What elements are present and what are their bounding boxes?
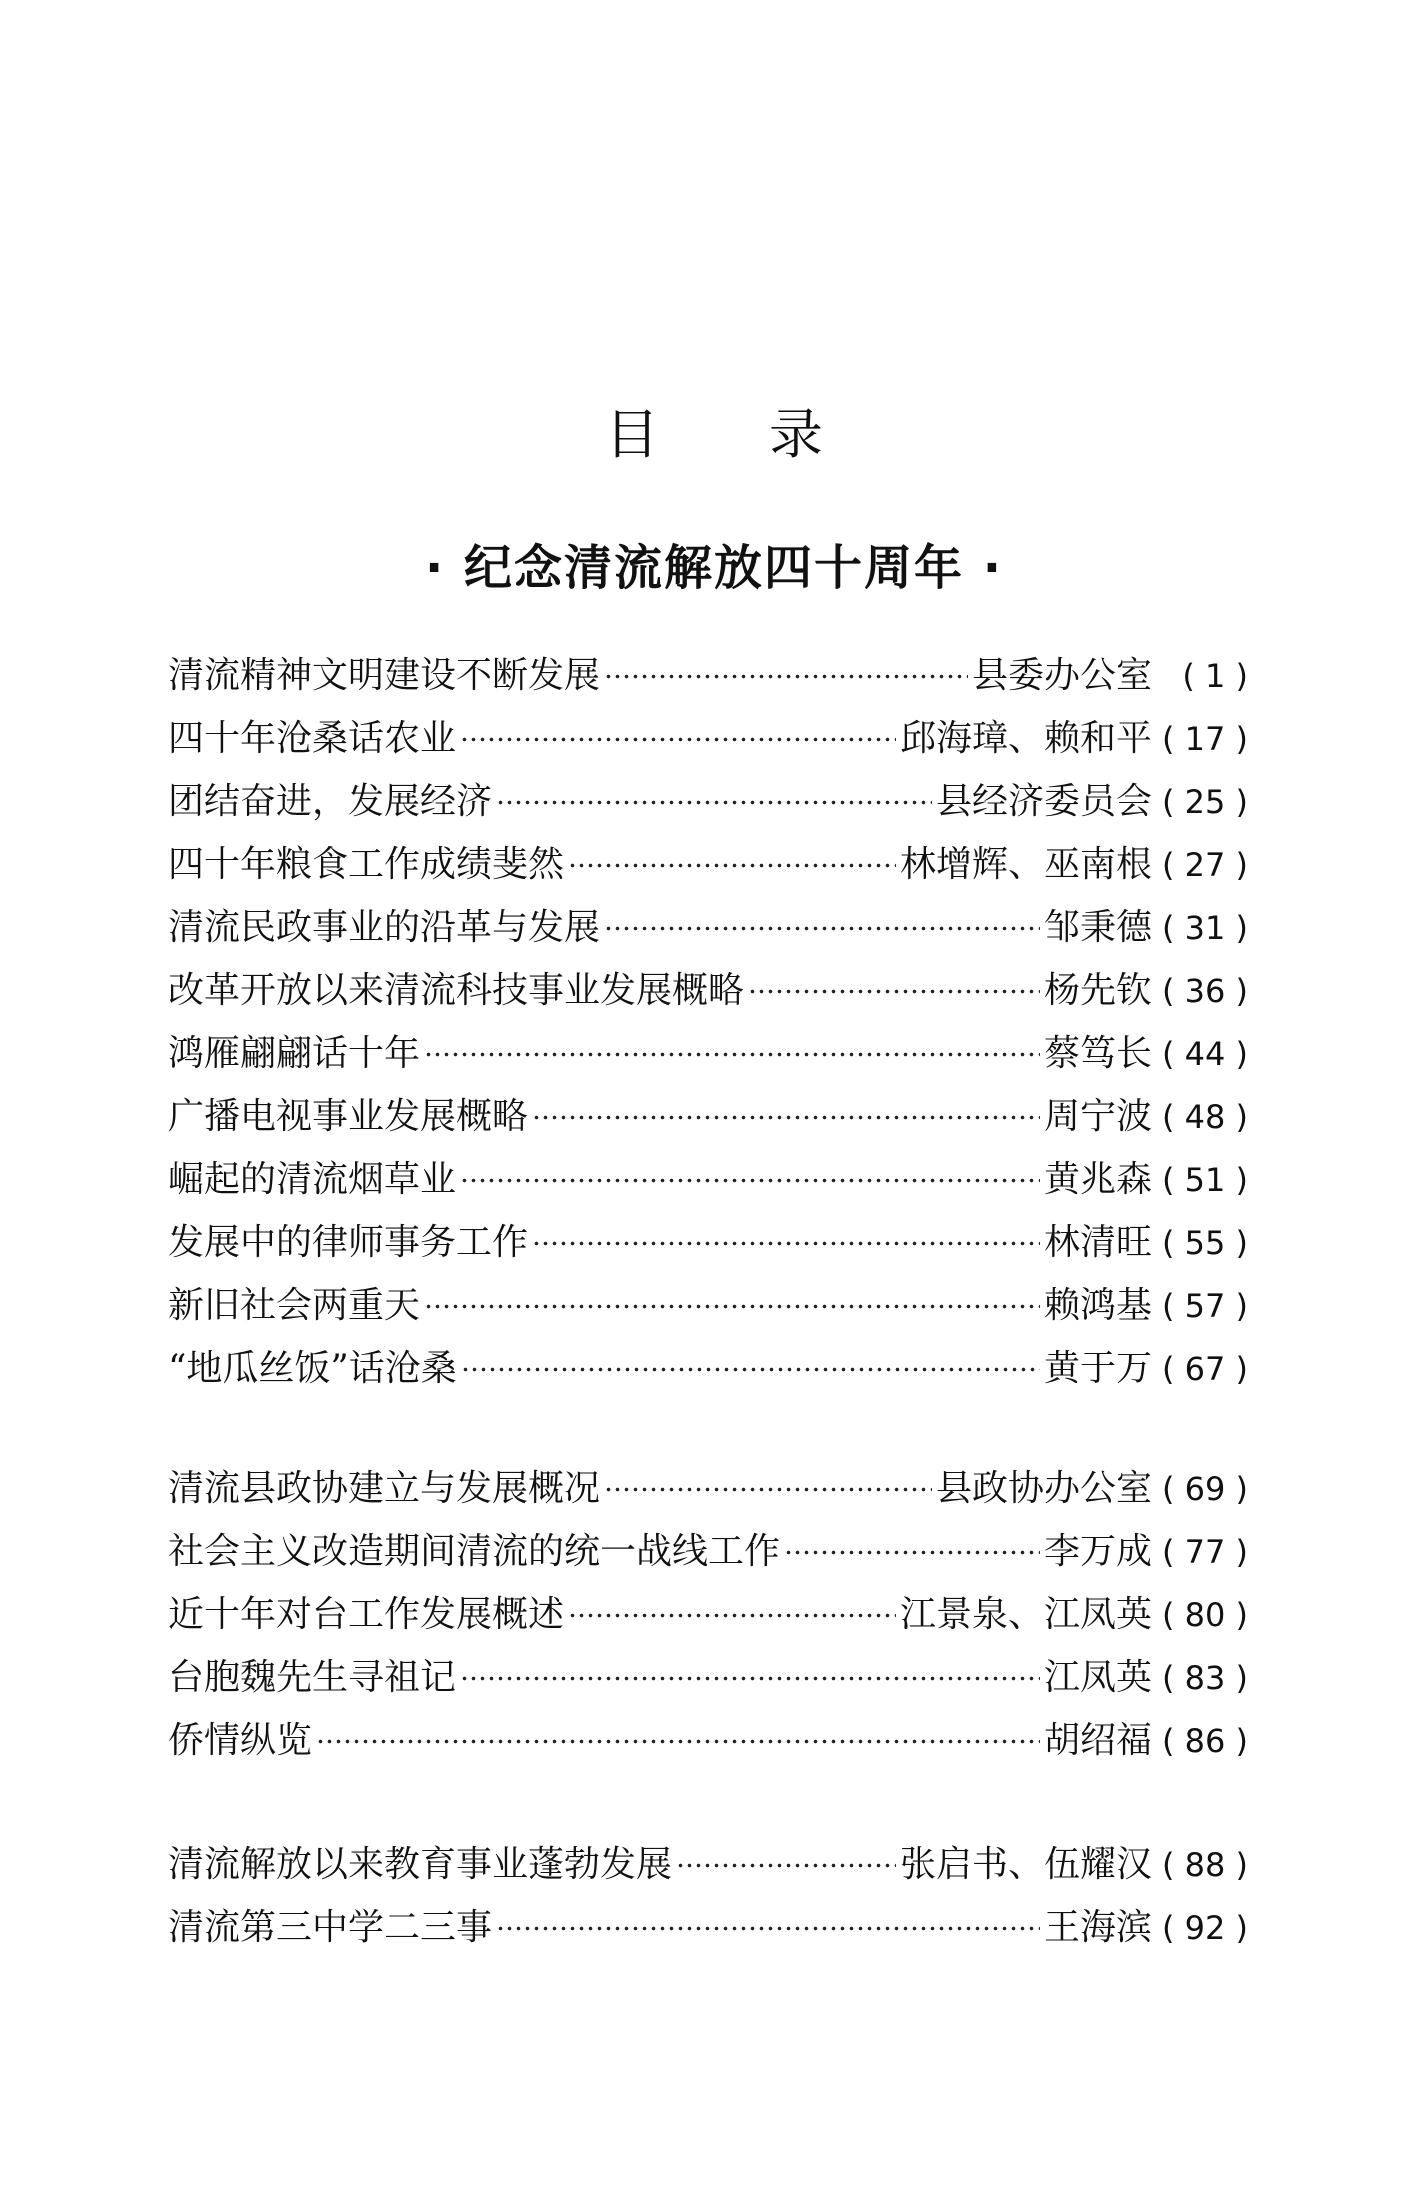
toc-entry: [168, 896, 1248, 959]
toc-group-2: [168, 1457, 1248, 1772]
entry-page: ( 31 ): [1161, 909, 1248, 947]
entry-title: 近十年对台工作发展概述: [168, 1594, 565, 1635]
entry-title: 清流解放以来教育事业蓬勃发展: [168, 1844, 673, 1885]
entry-title: 台胞魏先生寻祖记: [168, 1657, 457, 1698]
entry-author: 张启书、伍耀汉: [899, 1844, 1152, 1885]
toc-entry: [168, 1274, 1248, 1337]
entry-title: 清流民政事业的沿革与发展: [168, 907, 601, 948]
toc-group-3: [168, 1833, 1248, 1959]
entry-title: 四十年粮食工作成绩斐然: [168, 844, 565, 885]
entry-page: ( 77 ): [1161, 1533, 1248, 1571]
entry-page: ( 80 ): [1161, 1596, 1248, 1634]
entry-author: 邹秉德: [1043, 907, 1152, 948]
entry-page: ( 88 ): [1161, 1846, 1248, 1884]
entry-title: 侨情纵览: [168, 1720, 313, 1761]
toc-entry: [168, 644, 1248, 707]
page-title: 目录: [605, 403, 933, 466]
entry-author: 黄兆森: [1043, 1159, 1152, 1200]
entry-author: 江景泉、江凤英: [899, 1594, 1152, 1635]
dot-leader: [460, 1647, 1040, 1683]
toc-entry: [168, 1646, 1248, 1709]
dot-leader: [568, 1584, 896, 1620]
dot-leader: [496, 771, 932, 807]
entry-author: 李万成: [1043, 1531, 1152, 1572]
dot-leader: [424, 1023, 1040, 1059]
entry-page: ( 1 ): [1182, 657, 1248, 695]
entry-page: ( 69 ): [1161, 1470, 1248, 1508]
toc-entry: [168, 1337, 1248, 1400]
entry-title: 清流第三中学二三事: [168, 1907, 493, 1948]
dot-leader: [316, 1710, 1040, 1746]
entry-page: ( 48 ): [1161, 1098, 1248, 1136]
dot-leader: [676, 1834, 896, 1870]
entry-title: 清流精神文明建设不断发展: [168, 655, 601, 696]
entry-author: 江凤英: [1043, 1657, 1152, 1698]
entry-title: 鸿雁翩翩话十年: [168, 1033, 421, 1074]
entry-page: ( 86 ): [1161, 1722, 1248, 1760]
entry-title: 发展中的律师事务工作: [168, 1222, 529, 1263]
entry-title: 团结奋进，发展经济: [168, 781, 493, 822]
entry-title: 清流县政协建立与发展概况: [168, 1468, 601, 1509]
entry-author: 杨先钦: [1043, 970, 1152, 1011]
toc-entry: [168, 1833, 1248, 1896]
entry-page: ( 25 ): [1161, 783, 1248, 821]
dot-leader: [604, 1458, 932, 1494]
entry-author: 林增辉、巫南根: [899, 844, 1152, 885]
toc-entry: [168, 1211, 1248, 1274]
dot-leader: [568, 834, 896, 870]
toc-entry: [168, 707, 1248, 770]
entry-page: ( 36 ): [1161, 972, 1248, 1010]
entry-page: ( 17 ): [1161, 720, 1248, 758]
entry-author: 县政协办公室: [935, 1468, 1152, 1509]
toc-entry: [168, 1022, 1248, 1085]
entry-author: 黄于万: [1043, 1348, 1152, 1389]
toc-entry: [168, 1709, 1248, 1772]
entry-author: 王海滨: [1043, 1907, 1152, 1948]
entry-page: ( 44 ): [1161, 1035, 1248, 1073]
entry-page: ( 57 ): [1161, 1287, 1248, 1325]
toc-entry: [168, 1457, 1248, 1520]
entry-author: 赖鸿基: [1043, 1285, 1152, 1326]
entry-title: 改革开放以来清流科技事业发展概略: [168, 970, 745, 1011]
toc-entry: [168, 1085, 1248, 1148]
entry-page: ( 27 ): [1161, 846, 1248, 884]
toc-entry: [168, 1583, 1248, 1646]
toc-entry: [168, 770, 1248, 833]
entry-page: ( 67 ): [1161, 1350, 1248, 1388]
toc-entry: [168, 833, 1248, 896]
section-heading: · 纪念清流解放四十周年 ·: [425, 540, 1003, 596]
entry-author: 周宁波: [1043, 1096, 1152, 1137]
dot-leader: [460, 1149, 1040, 1185]
toc-group-1: [168, 644, 1248, 1400]
entry-title: “地瓜丝饭”话沧桑: [168, 1348, 457, 1389]
entry-page: ( 83 ): [1161, 1659, 1248, 1697]
dot-leader: [748, 960, 1040, 996]
entry-author: 邱海璋、赖和平: [899, 718, 1152, 759]
toc-entry: [168, 1148, 1248, 1211]
dot-leader: [424, 1275, 1040, 1311]
toc-entry: [168, 959, 1248, 1022]
entry-author: 县委办公室: [971, 655, 1152, 696]
entry-author: 蔡笃长: [1043, 1033, 1152, 1074]
entry-author: 胡绍福: [1043, 1720, 1152, 1761]
dot-leader: [604, 897, 1040, 933]
entry-title: 崛起的清流烟草业: [168, 1159, 457, 1200]
entry-title: 社会主义改造期间清流的统一战线工作: [168, 1531, 781, 1572]
entry-author: 县经济委员会: [935, 781, 1152, 822]
dot-leader: [461, 1338, 1040, 1374]
toc-entry: [168, 1520, 1248, 1583]
entry-author: 林清旺: [1043, 1222, 1152, 1263]
entry-title: 新旧社会两重天: [168, 1285, 421, 1326]
entry-title: 广播电视事业发展概略: [168, 1096, 529, 1137]
dot-leader: [496, 1897, 1040, 1933]
dot-leader: [460, 708, 896, 744]
entry-page: ( 55 ): [1161, 1224, 1248, 1262]
toc-entry: [168, 1896, 1248, 1959]
entry-page: ( 92 ): [1161, 1909, 1248, 1947]
dot-leader: [784, 1521, 1040, 1557]
dot-leader: [532, 1086, 1040, 1122]
dot-leader: [604, 645, 968, 681]
entry-page: ( 51 ): [1161, 1161, 1248, 1199]
dot-leader: [532, 1212, 1040, 1248]
entry-title: 四十年沧桑话农业: [168, 718, 457, 759]
